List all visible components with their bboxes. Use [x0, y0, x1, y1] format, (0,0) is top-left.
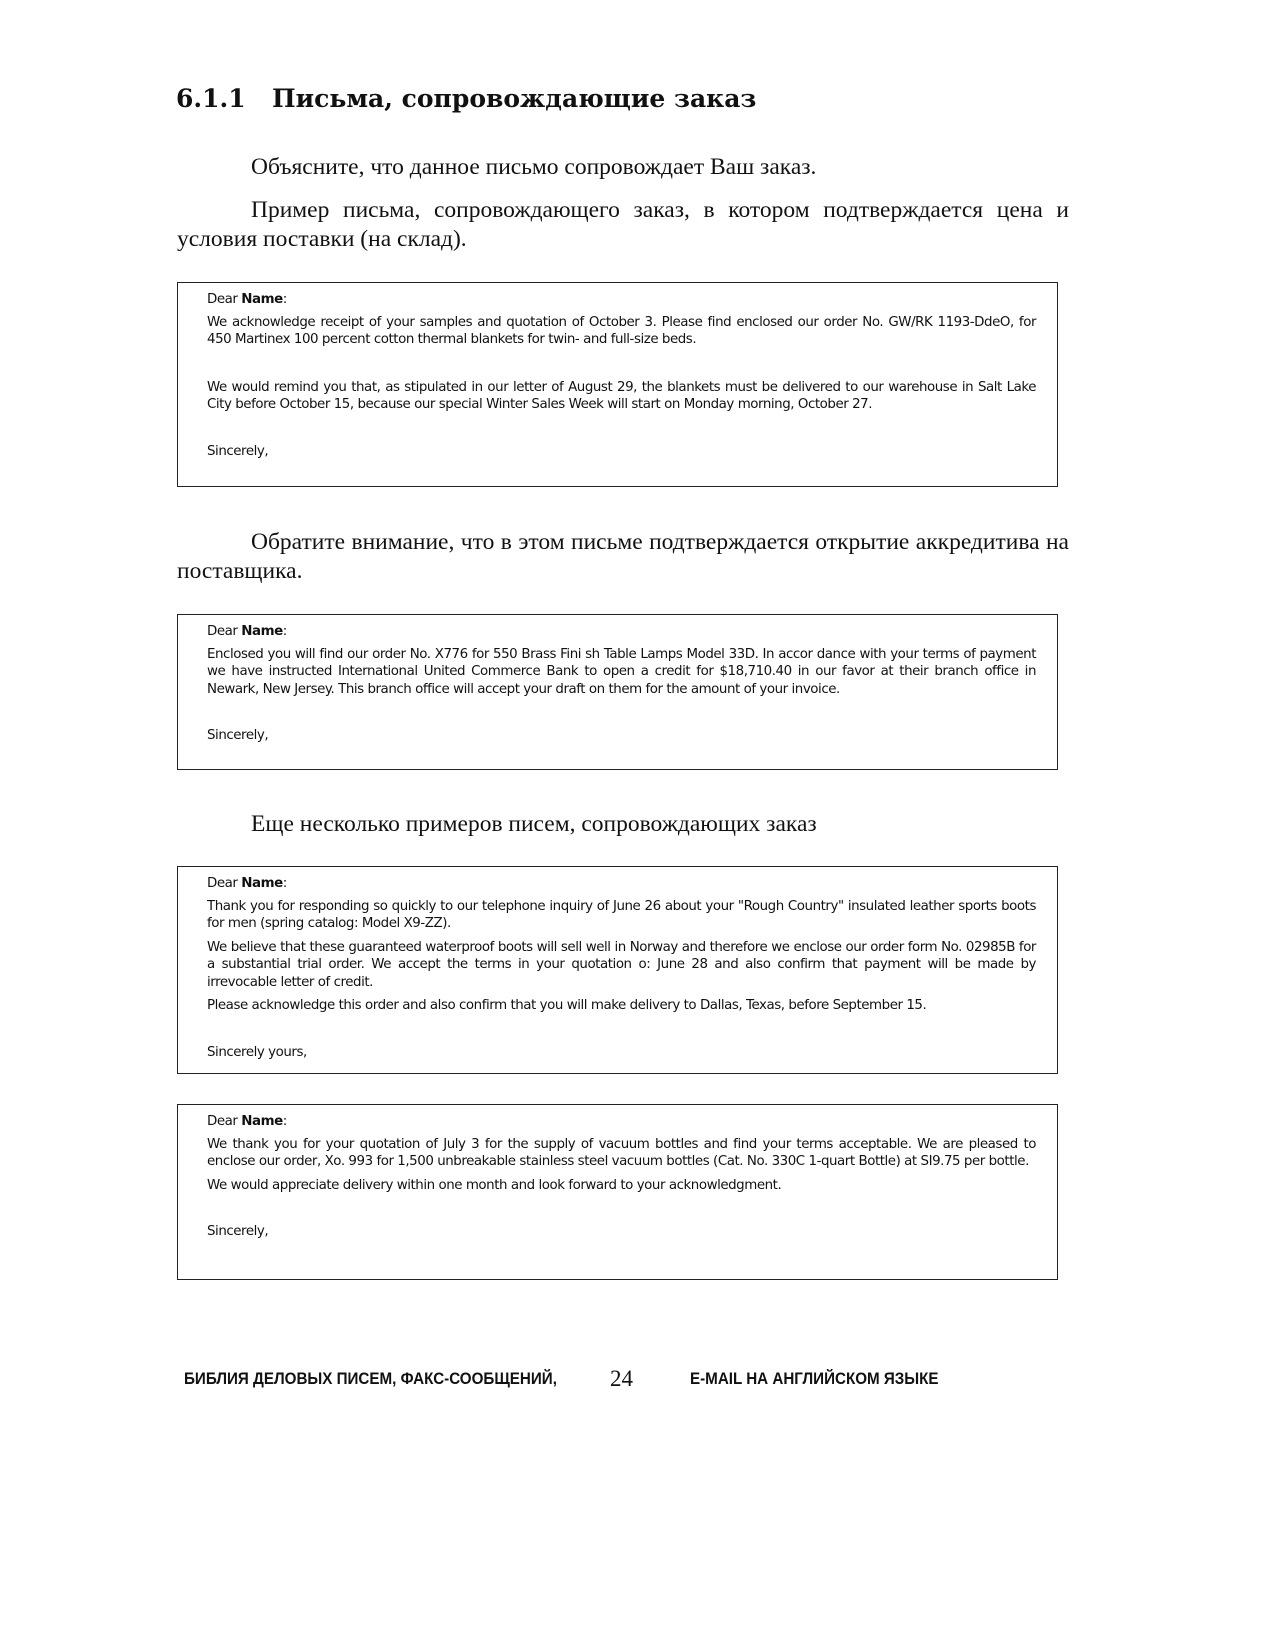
letter-paragraph: Thank you for responding so quickly to our telephone inquiry of June 26 about your "Rough Country" insulated leather sports boots for men (spring catalog: Model X9-ZZ). — [207, 898, 1036, 931]
letter-paragraph: We acknowledge receipt of your samples and quotation of October 3. Please find enclosed our order No. GW/RK 1193-DdeO, for 450 Martinex 100 percent cotton thermal blankets for twin- and full-size beds. — [207, 314, 1036, 347]
letter-paragraph: We would appreciate delivery within one month and look forward to your acknowledgment. — [207, 1177, 782, 1193]
salutation-colon: : — [282, 876, 287, 891]
letter-paragraph: We would remind you that, as stipulated in our letter of August 29, the blankets must be delivered to our warehouse in Salt Lake City before October 15, because our special Winter Sales Week will start on Monday morning, October 27. — [207, 379, 1036, 412]
salutation-colon: : — [282, 292, 287, 307]
salutation-colon: : — [282, 624, 287, 639]
letter-paragraph: We believe that these guaranteed waterproof boots will sell well in Norway and therefore we enclose our order form No. 02985B for a substantial trial order. We accept the terms in your quotation o: June 28 and also confirm that payment will be made by irrevocable letter of credit. — [207, 939, 1036, 990]
salutation-name: Name — [241, 876, 283, 891]
intro-paragraph-2: Пример письма, сопровождающего заказ, в котором подтверждается цена и условия поставки (на склад). — [177, 197, 1069, 252]
salutation-name: Name — [241, 624, 283, 639]
letter-closing: Sincerely, — [207, 1224, 269, 1239]
salutation-colon: : — [282, 1114, 287, 1129]
salutation-dear: Dear — [207, 624, 238, 639]
section-title: Письма, сопровождающие заказ — [272, 84, 757, 113]
letter-box-1 — [177, 282, 1058, 487]
salutation-name: Name — [241, 292, 283, 307]
intro-paragraph-1: Объясните, что данное письмо сопровождает Ваш заказ. — [251, 154, 817, 180]
letter-salutation — [207, 875, 1036, 893]
letter-paragraph: Enclosed you will find our order No. X776 for 550 Brass Fini sh Table Lamps Model 33D. In accor dance with your terms of payment we have instructed International United Commerce Bank to open a credit for $18,710.40 in our favor at their branch office in Newark, New Jersey. This branch office will accept your draft on them for the amount of your invoice. — [207, 646, 1036, 697]
letter-box-4 — [177, 1104, 1058, 1280]
letter-box-3 — [177, 866, 1058, 1074]
note-paragraph: Обратите внимание, что в этом письме подтверждается открытие аккредитива на поставщика. — [177, 529, 1069, 584]
footer-book-title-left: БИБЛИЯ ДЕЛОВЫХ ПИСЕМ, ФАКС-СООБЩЕНИЙ, — [184, 1370, 557, 1388]
letter-salutation — [207, 623, 1036, 641]
letter-paragraph: Please acknowledge this order and also confirm that you will make delivery to Dallas, Texas, before September 15. — [207, 998, 927, 1013]
more-examples-paragraph: Еще несколько примеров писем, сопровождающих заказ — [251, 811, 817, 837]
salutation-dear: Dear — [207, 292, 238, 307]
salutation-dear: Dear — [207, 876, 238, 891]
letter-box-2 — [177, 614, 1058, 770]
letter-salutation — [207, 1113, 1036, 1131]
letter-paragraph: We thank you for your quotation of July 3 for the supply of vacuum bottles and find your terms acceptable. We are pleased to enclose our order, Xo. 993 for 1,500 unbreakable stainless steel vacuum bottles (Cat. No. 330C 1-quart Bottle) at SI9.75 per bottle. — [207, 1136, 1036, 1169]
letter-closing: Sincerely yours, — [207, 1044, 307, 1060]
page-number: 24 — [610, 1366, 633, 1391]
salutation-name: Name — [241, 1114, 283, 1129]
section-heading — [176, 84, 756, 113]
salutation-dear: Dear — [207, 1114, 238, 1129]
letter-closing: Sincerely, — [207, 443, 269, 459]
letter-closing: Sincerely, — [207, 728, 269, 743]
section-number: 6.1.1 — [176, 84, 246, 113]
footer-book-title-right: E-MAIL НА АНГЛИЙСКОМ ЯЗЫКЕ — [690, 1370, 939, 1388]
letter-salutation — [207, 291, 1036, 309]
